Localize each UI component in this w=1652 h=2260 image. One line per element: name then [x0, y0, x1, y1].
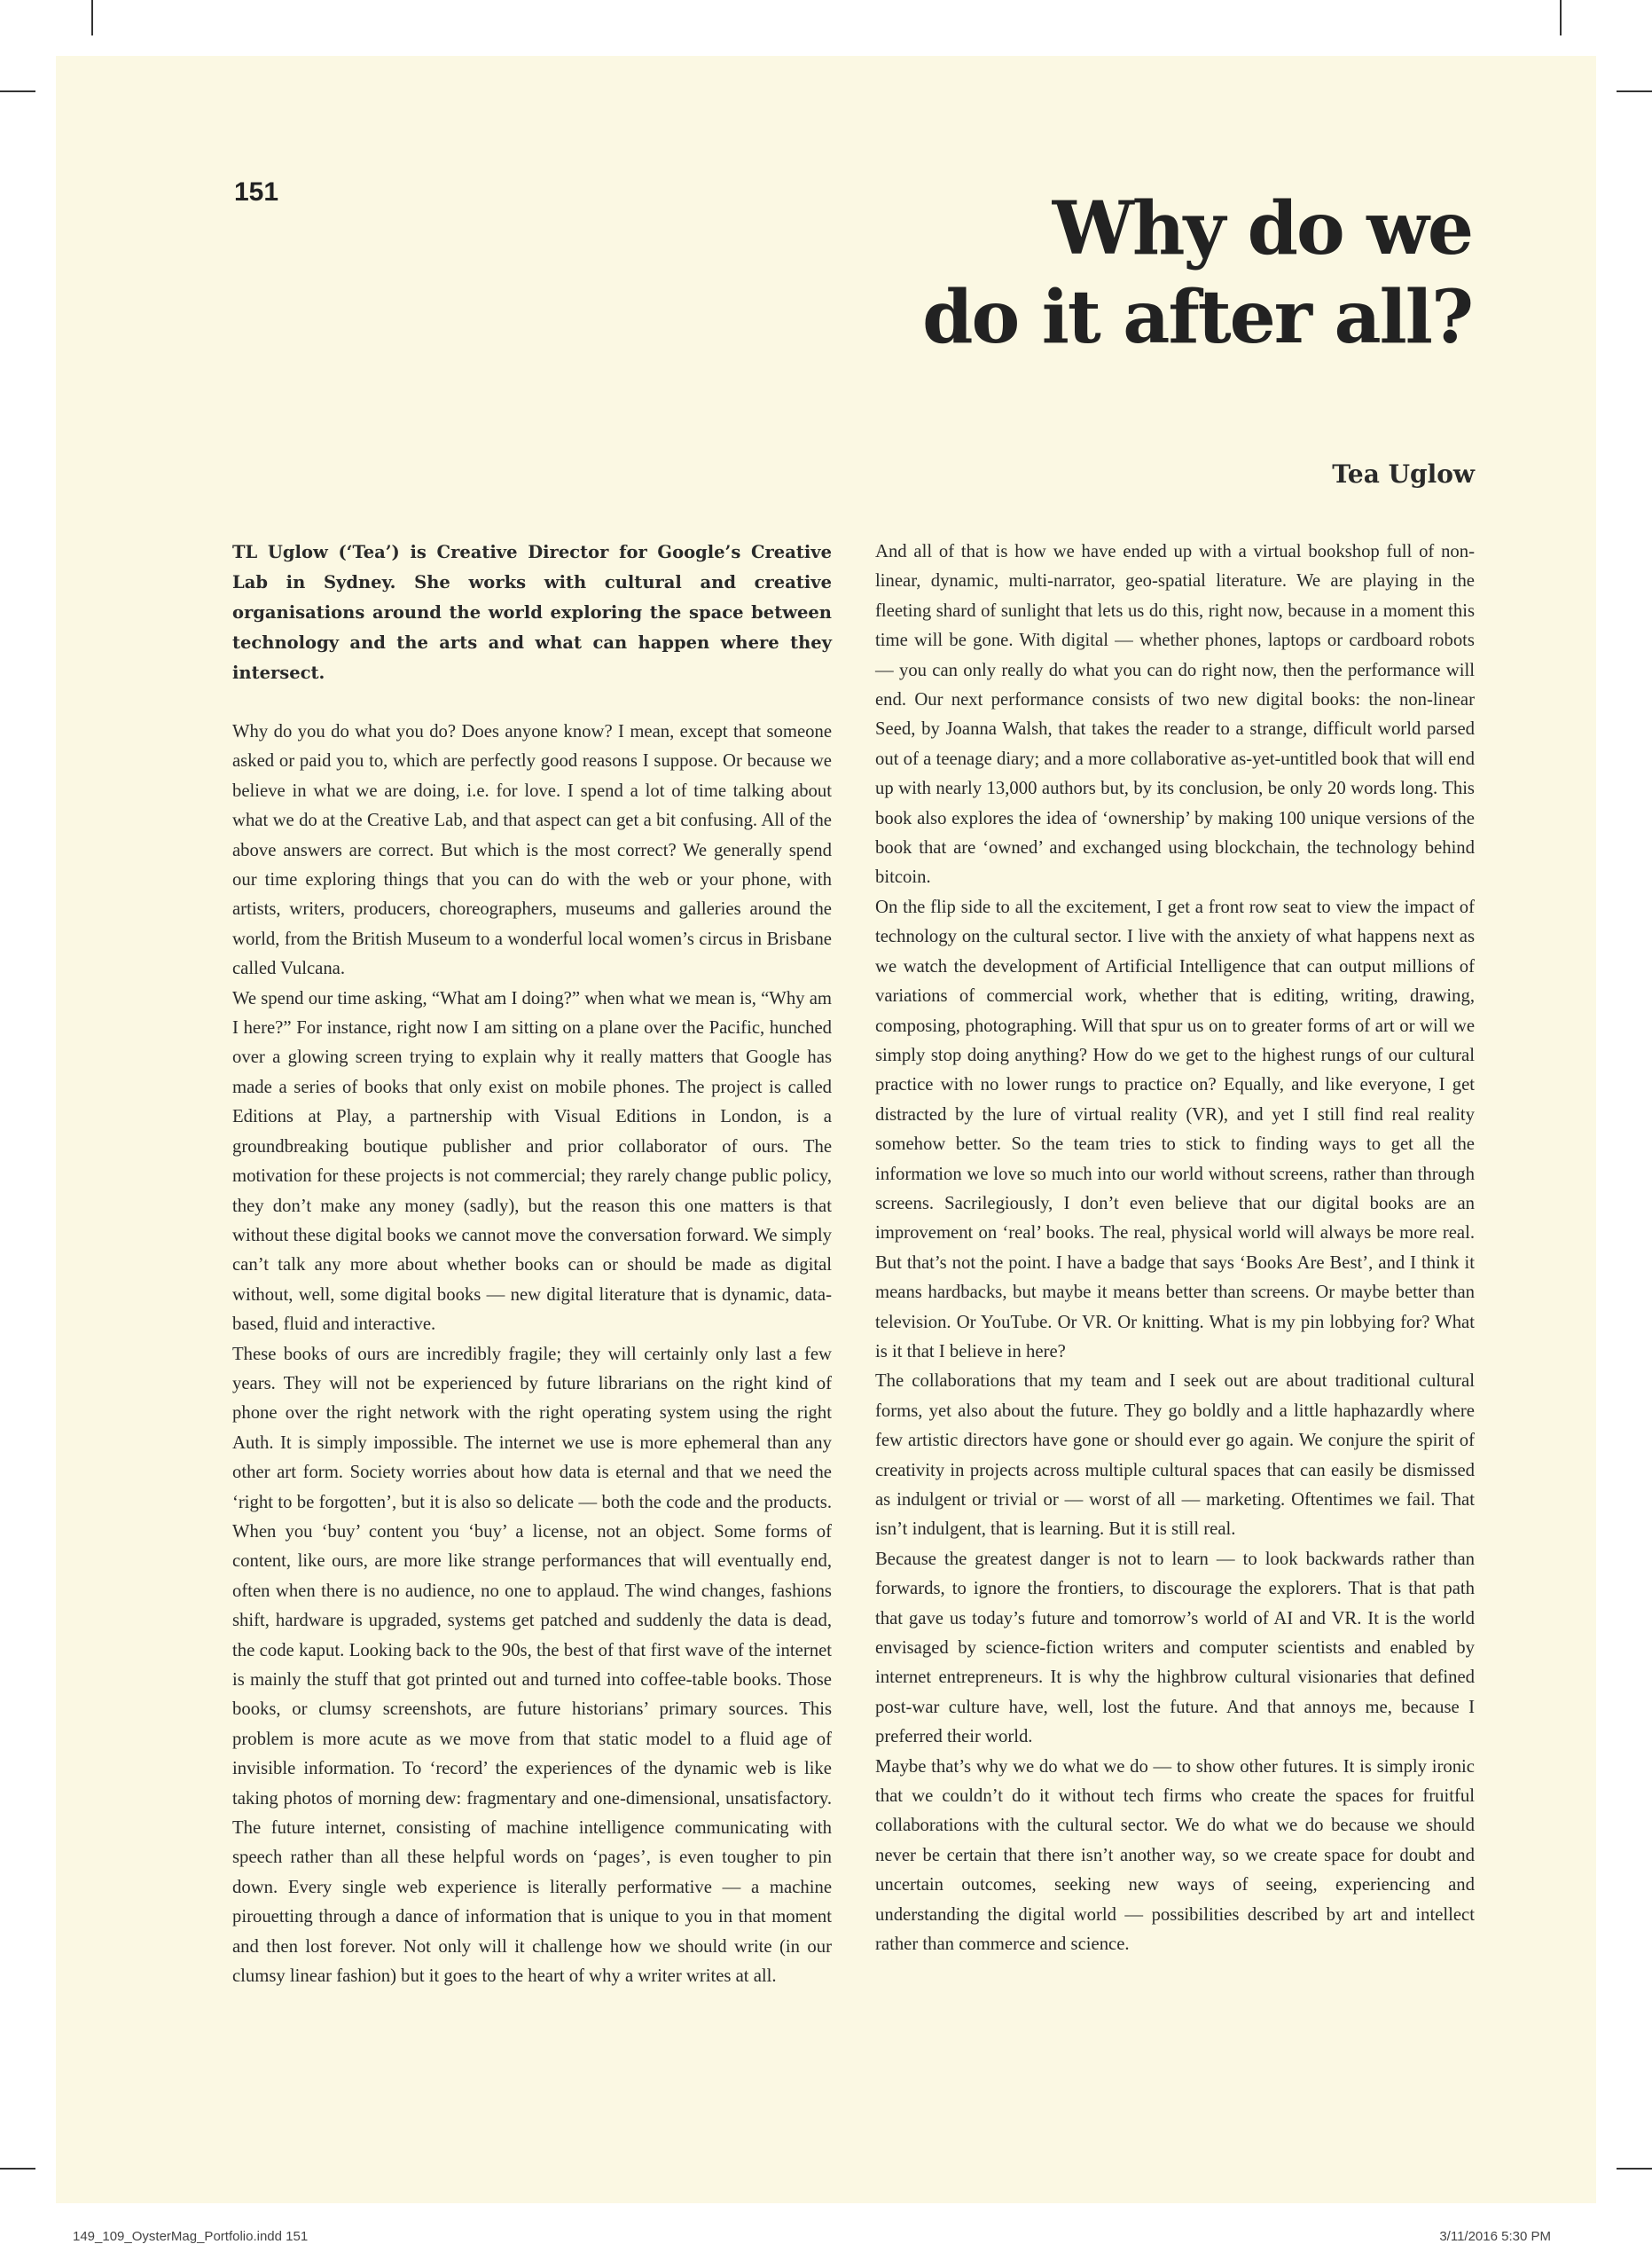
article-title: [674, 184, 1472, 362]
body-paragraph: Why do you do what you do? Does anyone know? I mean, except that someone asked or paid you to, which are perfectly good reasons I suppose. Or because we believe in what we are doing, i.e. for love. I spend a lot of time talking about what we do at the Creative Lab, and that aspect can get a bit confusing. All of the above answers are correct. But which is the most correct? We generally spend our time exploring things that you can do with the web or your phone, with artists, writers, producers, choreographers, museums and galleries around the world, from the British Museum to a wonderful local women’s circus in Brisbane called Vulcana.: [232, 722, 832, 979]
crop-mark-top-right-h: [1617, 90, 1652, 92]
right-column: [875, 538, 1475, 1960]
crop-mark-top-left-h: [0, 90, 35, 92]
intro-paragraph: TL Uglow (‘Tea’) is Creative Director for Google’s Creative Lab in Sydney. She works with cultural and creative organisations around the world exploring the space between technology and the arts and what can happen where they intersect.: [232, 542, 832, 683]
body-paragraph: These books of ours are incredibly fragile; they will certainly only last a few years. They will not be experienced by future librarians on the right kind of phone over the right network with the right operating system using the right Auth. It is simply impossible. The internet we use is more ephemeral than any other art form. Society worries about how data is eternal and that we need the ‘right to be forgotten’, but it is also so delicate — both the code and the products. When you ‘buy’ content you ‘buy’ a license, not an object. Some forms of content, like ours, are more like strange performances that will eventually end, often when there is no audience, no one to applaud. The wind changes, fashions shift, hardware is upgraded, systems get patched and suddenly the data is dead, the code kaput. Looking back to the 90s, the best of that first wave of the internet is mainly the stuff that got printed out and turned into coffee-table books. Those books, or clumsy screenshots, are future historians’ primary sources. This problem is more acute as we move from that static model to a fluid age of invisible information. To ‘record’ the experiences of the dynamic web is like taking photos of morning dew: fragmentary and one-dimensional, unsatisfactory. The future internet, consisting of machine intelligence communicating with speech rather than all these helpful words on ‘pages’, is even tougher to pin down. Every single web experience is literally performative — a machine pirouetting through a dance of information that is unique to you in that moment and then lost forever. Not only will it challenge how we should write (in our clumsy linear fashion) but it goes to the heart of why a writer writes at all.: [232, 1344, 832, 1987]
crop-mark-bottom-left-h: [0, 2168, 35, 2170]
crop-mark-top-right-v: [1560, 0, 1562, 35]
footer-timestamp: 3/11/2016 5:30 PM: [1439, 2229, 1551, 2244]
title-line-2: do it after all?: [922, 275, 1472, 360]
body-paragraph: On the flip side to all the excitement, I get a front row seat to view the impact of technology on the cultural sector. I live with the anxiety of what happens next as we watch the development of Artificial Intelligence that can output millions of variations of commercial work, whether that is editing, writing, drawing, composing, photographing. Will that spur us on to greater forms of art or will we simply stop doing anything? How do we get to the highest rungs of our cultural practice with no lower rungs to practice on? Equally, and like everyone, I get distracted by the lure of virtual reality (VR), and yet I still find real reality somehow better. So the team tries to stick to finding ways to get all the information we love so much into our world without screens, rather than through screens. Sacrilegiously, I don’t even believe that our digital books are an improvement on ‘real’ books. The real, physical world will always be more real. But that’s not the point. I have a badge that says ‘Books Are Best’, and I think it means hardbacks, but maybe it means better than screens. Or maybe better than television. Or YouTube. Or VR. Or knitting. What is my pin lobbying for? What is it that I believe in here?: [875, 897, 1475, 1361]
body-paragraph: Maybe that’s why we do what we do — to show other futures. It is simply ironic that we couldn’t do it without tech firms who create the spaces for fruitful collaborations with the cultural sector. We do what we do because we should never be certain that there isn’t another way, so we create space for doubt and uncertain outcomes, seeking new ways of seeing, experiencing and understanding the digital world — possibilities described by art and intellect rather than commerce and science.: [875, 1756, 1475, 1955]
title-line-1: Why do we: [1052, 186, 1472, 271]
body-paragraph: We spend our time asking, “What am I doing?” when what we mean is, “Why am I here?” For instance, right now I am sitting on a plane over the Pacific, hunched over a glowing screen trying to explain why it really matters that Google has made a series of books that only exist on mobile phones. The project is called Editions at Play, a partnership with Visual Editions in London, is a groundbreaking boutique publisher and prior collaborator of ours. The motivation for these projects is not commercial; they rarely change public policy, they don’t make any money (sadly), but the reason this one matters is that without these digital books we cannot move the conversation forward. We simply can’t talk any more about whether books can or should be made as digital without, well, some digital books — new digital literature that is dynamic, data-based, fluid and interactive.: [232, 988, 832, 1335]
body-paragraph: Because the greatest danger is not to learn — to look backwards rather than forwards, to ignore the frontiers, to discourage the explorers. That is that path that gave us today’s future and tomorrow’s world of AI and VR. It is the world envisaged by science-fiction writers and computer scientists and enabled by internet entrepreneurs. It is why the highbrow cultural visionaries that defined post-war culture have, well, lost the future. And that annoys me, because I preferred their world.: [875, 1549, 1475, 1747]
crop-mark-top-left-v: [91, 0, 93, 35]
footer-file-slug: 149_109_OysterMag_Portfolio.indd 151: [73, 2229, 309, 2244]
body-paragraph: The collaborations that my team and I seek out are about traditional cultural forms, yet also about the future. They go boldly and a little haphazardly where few artistic directors have gone or should ever go again. We conjure the spirit of creativity in projects across multiple cultural spaces that can easily be dismissed as indulgent or trivial or — worst of all — marketing. Oftentimes we fail. That isn’t indulgent, that is learning. But it is still real.: [875, 1371, 1475, 1540]
left-column: [232, 538, 832, 1991]
body-paragraph: And all of that is how we have ended up with a virtual bookshop full of non-linear, dynamic, multi-narrator, geo-spatial literature. We are playing in the fleeting shard of sunlight that lets us do this, right now, because in a moment this time will be gone. With digital — whether phones, laptops or cardboard robots — you can only really do what you can do right now, then the performance will end. Our next performance consists of two new digital books: the non-linear Seed, by Joanna Walsh, that takes the reader to a strange, difficult world parsed out of a teenage diary; and a more collaborative as-yet-untitled book that will end up with nearly 13,000 authors but, by its conclusion, be only 20 words long. This book also explores the idea of ‘ownership’ by making 100 unique versions of the book that are ‘owned’ and exchanged using blockchain, the technology behind bitcoin.: [875, 542, 1475, 888]
page-number: 151: [234, 177, 279, 207]
crop-mark-bottom-right-h: [1617, 2168, 1652, 2170]
author-byline: Tea Uglow: [1332, 459, 1475, 489]
